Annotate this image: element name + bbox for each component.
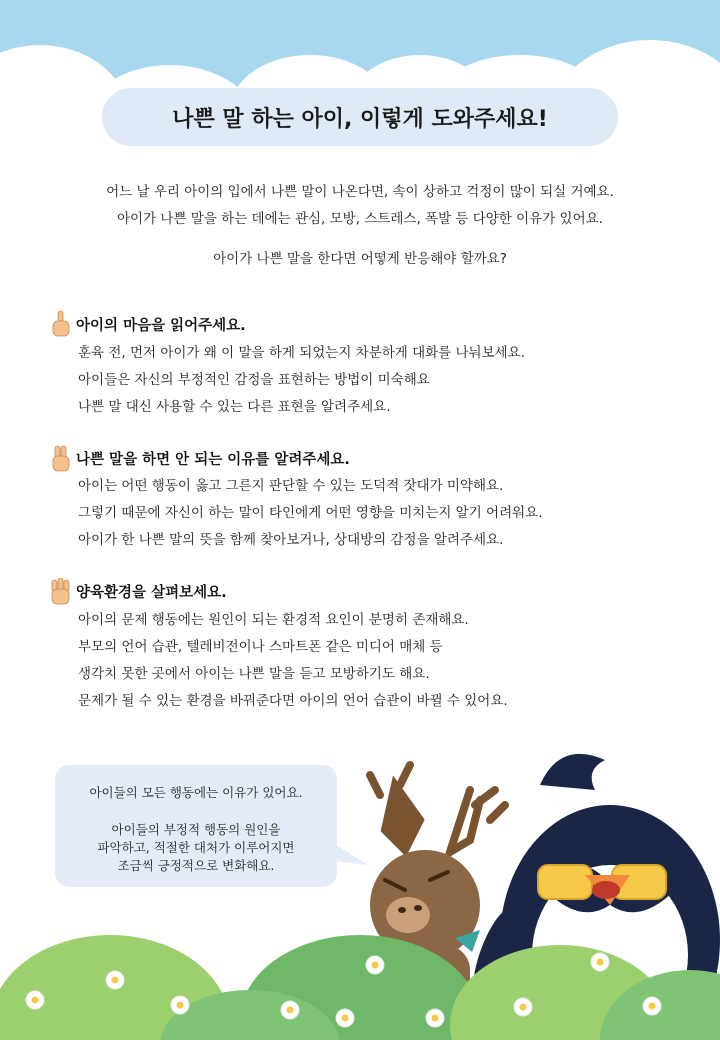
section-3-line-4: 문제가 될 수 있는 환경을 바꿔준다면 아이의 언어 습관이 바뀔 수 있어요. bbox=[78, 693, 508, 709]
page-title bbox=[102, 88, 618, 146]
intro-line-1: 어느 날 우리 아이의 입에서 나쁜 말이 나온다면, 속이 상하고 걱정이 많이 되실 거예요. bbox=[106, 184, 614, 200]
intro-question: 아이가 나쁜 말을 한다면 어떻게 반응해야 할까요? bbox=[213, 251, 507, 267]
section-1-line-3: 나쁜 말 대신 사용할 수 있는 다른 표현을 알려주세요. bbox=[78, 399, 391, 415]
section-2-title: 나쁜 말을 하면 안 되는 이유를 알려주세요. bbox=[76, 452, 350, 468]
section-3-title: 양육환경을 살펴보세요. bbox=[76, 585, 227, 601]
section-3-line-3: 생각치 못한 곳에서 아이는 나쁜 말을 듣고 모방하기도 해요. bbox=[78, 666, 430, 682]
hand-three-fingers-icon bbox=[50, 578, 72, 606]
section-3-line-1: 아이의 문제 행동에는 원인이 되는 환경적 요인이 분명히 존재해요. bbox=[78, 612, 469, 628]
hand-two-fingers-icon bbox=[50, 445, 72, 473]
section-1-line-1: 훈육 전, 먼저 아이가 왜 이 말을 하게 되었는지 차분하게 대화를 나눠보세요. bbox=[78, 345, 526, 361]
section-2-line-2: 그렇기 때문에 자신이 하는 말이 타인에게 어떤 영향을 미치는지 알기 어려워요. bbox=[78, 505, 543, 521]
intro-line-2: 아이가 나쁜 말을 하는 데에는 관심, 모방, 스트레스, 폭발 등 다양한 이유가 있어요. bbox=[117, 211, 603, 227]
section-1-line-2: 아이들은 자신의 부정적인 감정을 표현하는 방법이 미숙해요 bbox=[78, 372, 430, 388]
section-3-line-2: 부모의 언어 습관, 텔레비전이나 스마트폰 같은 미디어 매체 등 bbox=[78, 639, 443, 655]
speech-bubble bbox=[55, 765, 337, 887]
bubble-line-1: 아이들의 모든 행동에는 이유가 있어요. bbox=[89, 785, 303, 800]
section-2-line-1: 아이는 어떤 행동이 옳고 그른지 판단할 수 있는 도덕적 잣대가 미약해요. bbox=[78, 478, 504, 494]
section-2-line-3: 아이가 한 나쁜 말의 뜻을 함께 찾아보거나, 상대방의 감정을 알려주세요. bbox=[78, 532, 504, 548]
bubble-line-2: 아이들의 부정적 행동의 원인을 bbox=[111, 822, 281, 837]
hand-one-finger-icon bbox=[50, 310, 72, 338]
page-title-text: 나쁜 말 하는 아이, 이렇게 도와주세요! bbox=[172, 106, 548, 132]
bubble-line-3: 파악하고, 적절한 대처가 이루어지면 bbox=[97, 840, 295, 855]
bubble-line-4: 조금씩 긍정적으로 변화해요. bbox=[117, 858, 275, 873]
section-1-title: 아이의 마음을 읽어주세요. bbox=[76, 318, 246, 334]
